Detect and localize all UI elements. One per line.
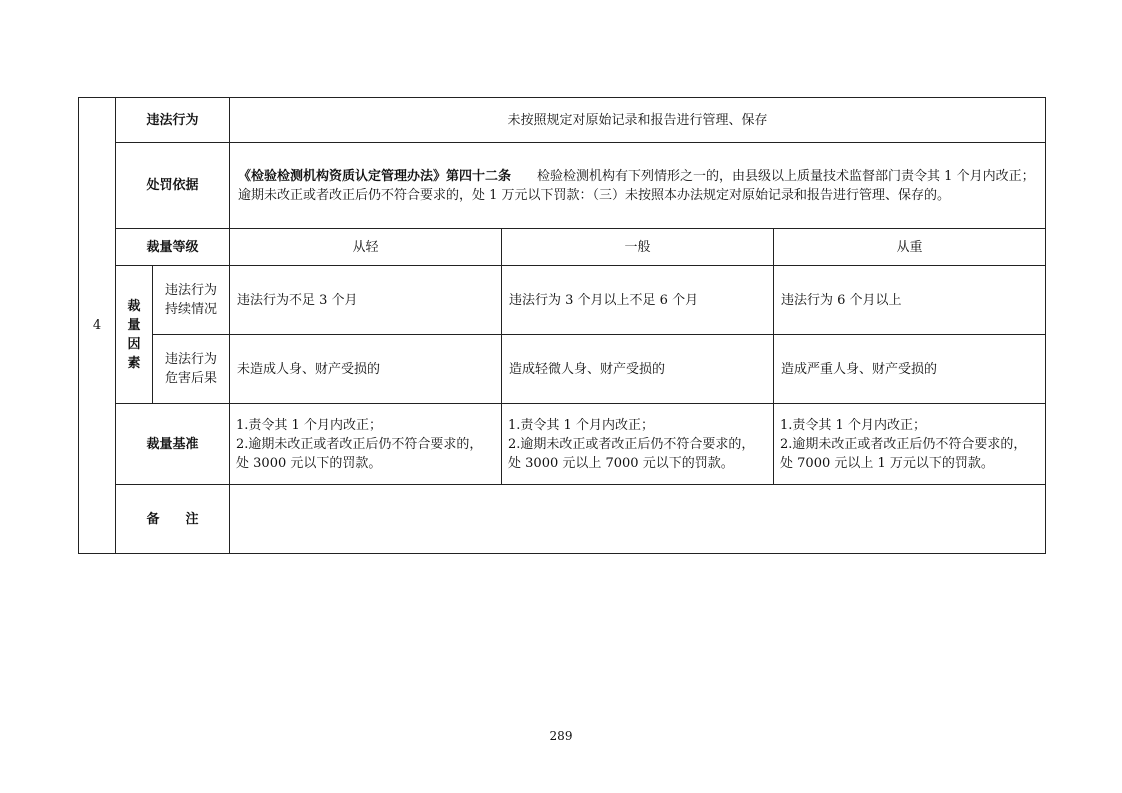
criteria-normal-line1: 1.责令其 1 个月内改正；	[508, 417, 654, 433]
criteria-normal-line2: 2.逾期未改正或者改正后仍不符合要求的，处 3000 元以上 7000 元以下的罚款。	[508, 436, 755, 471]
factors-label-char: 素	[127, 355, 141, 371]
levels-row	[79, 229, 1046, 266]
level-heavy: 从重	[774, 229, 1046, 266]
harm-label	[153, 335, 230, 404]
criteria-light-line2: 2.逾期未改正或者改正后仍不符合要求的，处 3000 元以下的罚款。	[236, 436, 483, 471]
harm-light: 未造成人身、财产受损的	[230, 335, 502, 404]
duration-label-line1: 违法行为	[165, 283, 218, 298]
basis-cell	[230, 143, 1046, 229]
row-number: 4	[79, 98, 116, 554]
basis-row	[79, 143, 1046, 229]
violation-row	[79, 98, 1046, 143]
basis-label: 处罚依据	[116, 143, 230, 229]
level-light: 从轻	[230, 229, 502, 266]
duration-label-line2: 持续情况	[165, 302, 218, 317]
harm-label-line1: 违法行为	[165, 352, 218, 367]
basis-text: 检验检测机构有下列情形之一的，由县级以上质量技术监督部门责令其 1 个月内改正；逾期未改正或者改正后仍不符合要求的，处 1 万元以下罚款：（三）未按照本办法规定对原始记录和报告进行管理、保存的。	[238, 168, 1035, 203]
levels-label: 裁量等级	[116, 229, 230, 266]
discretion-table	[78, 97, 1046, 554]
criteria-light	[230, 404, 502, 485]
criteria-heavy-line2: 2.逾期未改正或者改正后仍不符合要求的，处 7000 元以上 1 万元以下的罚款。	[780, 436, 1027, 471]
harm-row	[79, 335, 1046, 404]
criteria-label: 裁量基准	[116, 404, 230, 485]
criteria-heavy-line1: 1.责令其 1 个月内改正；	[780, 417, 926, 433]
page-number: 289	[549, 729, 573, 743]
factors-label-char: 裁	[127, 298, 141, 314]
duration-light: 违法行为不足 3 个月	[230, 266, 502, 335]
violation-label: 违法行为	[116, 98, 230, 143]
criteria-heavy	[774, 404, 1046, 485]
criteria-normal	[502, 404, 774, 485]
duration-heavy: 违法行为 6 个月以上	[774, 266, 1046, 335]
remarks-value	[230, 485, 1046, 554]
duration-label	[153, 266, 230, 335]
factors-label-char: 量	[127, 317, 141, 333]
criteria-row	[79, 404, 1046, 485]
remarks-label: 备 注	[116, 485, 230, 554]
level-normal: 一般	[502, 229, 774, 266]
remarks-row	[79, 485, 1046, 554]
harm-normal: 造成轻微人身、财产受损的	[502, 335, 774, 404]
basis-regulation: 《检验检测机构资质认定管理办法》第四十二条	[238, 168, 512, 184]
violation-value: 未按照规定对原始记录和报告进行管理、保存	[230, 98, 1046, 143]
factors-label	[116, 266, 153, 404]
criteria-light-line1: 1.责令其 1 个月内改正；	[236, 417, 382, 433]
factors-label-char: 因	[127, 336, 141, 352]
duration-row	[79, 266, 1046, 335]
duration-normal: 违法行为 3 个月以上不足 6 个月	[502, 266, 774, 335]
harm-heavy: 造成严重人身、财产受损的	[774, 335, 1046, 404]
harm-label-line2: 危害后果	[165, 371, 218, 386]
